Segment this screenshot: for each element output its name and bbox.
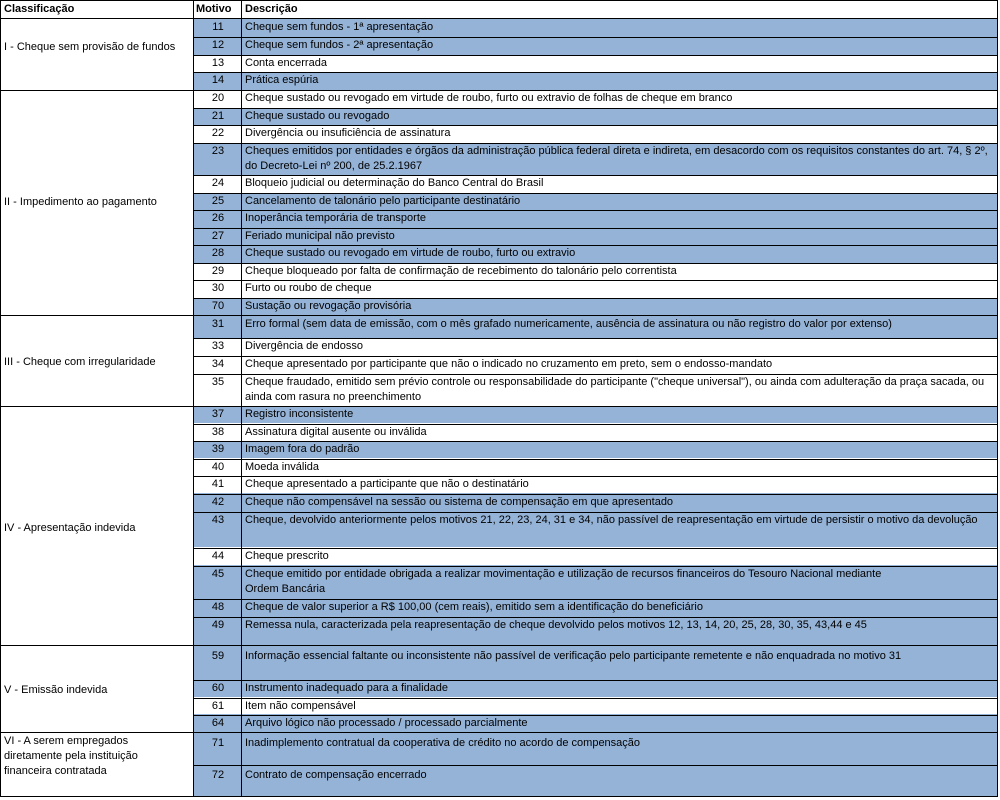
motivo-code: 44 bbox=[211, 550, 225, 562]
motivo-description: Cheque, devolvido anteriormente pelos motivos 21, 22, 23, 24, 31 e 34, não passível de reapresentação em virtude de persistir o motivo da devolução bbox=[245, 514, 978, 526]
column-divider bbox=[193, 0, 194, 797]
row-divider bbox=[193, 512, 998, 513]
motivo-description: Cancelamento de talonário pelo participante destinatário bbox=[245, 195, 521, 207]
motivo-description: Inoperância temporária de transporte bbox=[245, 212, 426, 224]
group-divider bbox=[0, 406, 998, 407]
motivo-description: Prática espúria bbox=[245, 74, 319, 86]
row-divider bbox=[193, 125, 998, 126]
motivo-description: Cheque sustado ou revogado em virtude de roubo, furto ou extravio bbox=[245, 247, 576, 259]
motivo-code: 60 bbox=[211, 682, 225, 694]
motivo-description: Conta encerrada bbox=[245, 57, 327, 69]
row-divider bbox=[193, 108, 998, 109]
motivo-description: Arquivo lógico não processado / processado parcialmente bbox=[245, 717, 528, 729]
motivo-code: 27 bbox=[211, 230, 225, 242]
row-divider bbox=[193, 599, 998, 600]
motivo-description: Remessa nula, caracterizada pela reapresentação de cheque devolvido pelos motivos 12, 13, 14, 20, 25, 28, 30, 35, 43,44 e 45 bbox=[245, 619, 867, 631]
motivo-description: Imagem fora do padrão bbox=[245, 443, 360, 455]
row-divider bbox=[193, 338, 998, 339]
row-divider bbox=[193, 175, 998, 176]
motivo-description: Feriado municipal não previsto bbox=[245, 230, 395, 242]
row-divider bbox=[193, 494, 998, 495]
motivo-description: Cheque sustado ou revogado bbox=[245, 110, 390, 122]
motivo-code: 41 bbox=[211, 478, 225, 490]
motivo-code: 45 bbox=[211, 568, 225, 580]
motivo-description: Divergência ou insuficiência de assinatura bbox=[245, 127, 451, 139]
row-divider bbox=[193, 72, 998, 73]
motivo-code: 33 bbox=[211, 340, 225, 352]
row-divider bbox=[193, 245, 998, 246]
motivo-description: Cheque sem fundos - 2ª apresentação bbox=[245, 39, 434, 51]
motivo-description: Moeda inválida bbox=[245, 461, 319, 473]
motivo-description: Cheques emitidos por entidades e órgãos da administração pública federal direta e indireta, em desacordo com os requisitos constantes do art. 74, § 2º, do Decreto-Lei nº 200, de 25.2.1967 bbox=[245, 145, 988, 172]
row-divider bbox=[193, 765, 998, 766]
group-label-1: I - Cheque sem provisão de fundos bbox=[4, 41, 176, 53]
motivo-code: 72 bbox=[211, 769, 225, 781]
motivo-code: 43 bbox=[211, 514, 225, 526]
motivo-description: Cheque emitido por entidade obrigada a realizar movimentação e utilização de recursos financeiros do Tesouro Nacional mediante Ordem Bancária bbox=[245, 568, 882, 595]
motivo-description: Item não compensável bbox=[245, 700, 356, 712]
motivo-description: Erro formal (sem data de emissão, com o mês grafado numericamente, ausência de assinatura ou não registro do valor por extenso) bbox=[245, 318, 892, 330]
header-classificacao: Classificação bbox=[4, 3, 75, 15]
motivo-description: Assinatura digital ausente ou inválida bbox=[245, 426, 427, 438]
motivo-code: 39 bbox=[211, 443, 225, 455]
motivo-description: Bloqueio judicial ou determinação do Banco Central do Brasil bbox=[245, 177, 544, 189]
motivo-code: 37 bbox=[211, 408, 225, 420]
row-divider bbox=[193, 193, 998, 194]
motivo-code: 14 bbox=[211, 74, 225, 86]
motivo-description: Instrumento inadequado para a finalidade bbox=[245, 682, 449, 694]
motivo-description: Cheque bloqueado por falta de confirmação de recebimento do talonário pelo correntista bbox=[245, 265, 677, 277]
motivo-code: 31 bbox=[211, 318, 225, 330]
group-label-5: V - Emissão indevida bbox=[4, 684, 108, 696]
motivo-code: 70 bbox=[211, 300, 225, 312]
motivo-description: Cheque apresentado a participante que não o destinatário bbox=[245, 478, 529, 490]
motivo-code: 48 bbox=[211, 601, 225, 613]
table-border-right bbox=[997, 0, 998, 797]
motivo-description: Divergência de endosso bbox=[245, 340, 364, 352]
motivo-code: 13 bbox=[211, 57, 225, 69]
row-divider bbox=[193, 298, 998, 299]
motivo-code: 26 bbox=[211, 212, 225, 224]
motivo-description: Registro inconsistente bbox=[245, 408, 354, 420]
row-divider bbox=[193, 55, 998, 56]
header-descricao: Descrição bbox=[245, 3, 298, 15]
row-divider bbox=[193, 441, 998, 442]
motivo-description: Contrato de compensação encerrado bbox=[245, 769, 427, 781]
motivo-code: 71 bbox=[211, 737, 225, 749]
group-label-2: II - Impedimento ao pagamento bbox=[4, 196, 157, 208]
header-divider bbox=[0, 18, 998, 19]
row-divider bbox=[193, 37, 998, 38]
row-divider bbox=[193, 698, 998, 699]
row-divider bbox=[193, 280, 998, 281]
table-border-bottom bbox=[0, 796, 998, 797]
motivo-code: 21 bbox=[211, 110, 225, 122]
row-divider bbox=[193, 617, 998, 618]
motivo-description: Furto ou roubo de cheque bbox=[245, 282, 372, 294]
row-divider bbox=[193, 356, 998, 357]
column-divider bbox=[241, 0, 242, 797]
group-divider bbox=[0, 315, 998, 316]
motivo-code: 61 bbox=[211, 700, 225, 712]
motivo-description: Inadimplemento contratual da cooperativa de crédito no acordo de compensação bbox=[245, 737, 641, 749]
motivo-description: Cheque sem fundos - 1ª apresentação bbox=[245, 21, 434, 33]
group-label-3: III - Cheque com irregularidade bbox=[4, 356, 156, 368]
motivo-code: 34 bbox=[211, 358, 225, 370]
row-divider bbox=[193, 143, 998, 144]
group-label-6: VI - A serem empregados diretamente pela instituição financeira contratada bbox=[4, 735, 138, 777]
motivo-code: 23 bbox=[211, 145, 225, 157]
group-label-4: IV - Apresentação indevida bbox=[4, 522, 136, 534]
row-divider bbox=[193, 548, 998, 549]
motivo-code: 35 bbox=[211, 376, 225, 388]
motivo-description: Cheque fraudado, emitido sem prévio controle ou responsabilidade do participante ("cheque universal"), ou ainda com adulteração da praça sacada, ou ainda com rasura no preenchimento bbox=[245, 376, 985, 403]
motivo-description: Cheque apresentado por participante que não o indicado no cruzamento em preto, sem o endosso-mandato bbox=[245, 358, 773, 370]
motivo-description: Sustação ou revogação provisória bbox=[245, 300, 412, 312]
table-border-top bbox=[0, 0, 998, 1]
motivo-code: 64 bbox=[211, 717, 225, 729]
group-divider bbox=[0, 90, 998, 91]
motivo-description: Cheque não compensável na sessão ou sistema de compensação em que apresentado bbox=[245, 496, 674, 508]
motivo-code: 12 bbox=[211, 39, 225, 51]
motivo-code: 22 bbox=[211, 127, 225, 139]
motivo-code: 11 bbox=[212, 21, 224, 33]
row-divider bbox=[193, 424, 998, 425]
motivo-description: Cheque de valor superior a R$ 100,00 (cem reais), emitido sem a identificação do beneficiário bbox=[245, 601, 703, 613]
group-divider bbox=[0, 732, 998, 733]
motivo-code: 42 bbox=[211, 496, 225, 508]
motivo-code: 59 bbox=[211, 650, 225, 662]
motivo-description: Cheque prescrito bbox=[245, 550, 329, 562]
row-divider bbox=[193, 566, 998, 567]
row-divider bbox=[193, 715, 998, 716]
row-divider bbox=[193, 228, 998, 229]
row-divider bbox=[193, 374, 998, 375]
motivo-code: 30 bbox=[211, 282, 225, 294]
row-divider bbox=[193, 263, 998, 264]
motivo-code: 40 bbox=[211, 461, 225, 473]
motivo-code: 38 bbox=[211, 426, 225, 438]
motivo-code: 49 bbox=[211, 619, 225, 631]
row-divider bbox=[193, 459, 998, 460]
motivo-description: Informação essencial faltante ou inconsistente não passível de verificação pelo participante remetente e não enquadrada no motivo 31 bbox=[245, 650, 902, 662]
row-divider bbox=[193, 210, 998, 211]
motivo-description: Cheque sustado ou revogado em virtude de roubo, furto ou extravio de folhas de cheque em branco bbox=[245, 92, 733, 104]
header-motivo: Motivo bbox=[196, 3, 232, 15]
row-divider bbox=[193, 476, 998, 477]
motivo-code: 25 bbox=[211, 195, 225, 207]
motivo-code: 29 bbox=[211, 265, 225, 277]
motivo-code: 28 bbox=[211, 247, 225, 259]
group-divider bbox=[0, 645, 998, 646]
table-border-left bbox=[0, 0, 1, 797]
motivo-code: 24 bbox=[211, 177, 225, 189]
row-divider bbox=[193, 680, 998, 681]
motivo-code: 20 bbox=[211, 92, 225, 104]
